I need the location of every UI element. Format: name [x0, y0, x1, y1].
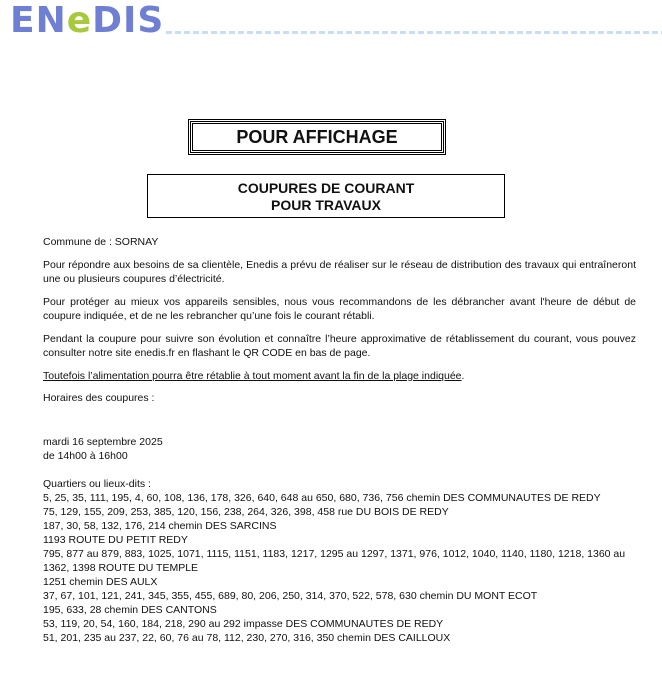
- paragraph-2: Pour protéger au mieux vos appareils sensibles, nous vous recommandons de les débrancher avant l'heure de début de coupure indiquée, et de ne les rebrancher qu’une fois le courant rétabli.: [43, 296, 636, 322]
- commune-line: Commune de : SORNAY: [43, 236, 159, 248]
- paragraph-1: Pour répondre aux besoins de sa clientèle, Enedis a prévu de réaliser sur le réseau de distribution des travaux qui entraîneront une ou plusieurs coupures d’électricité.: [43, 259, 636, 285]
- cut-time: de 14h00 à 16h00: [43, 450, 128, 462]
- list-item: 195, 633, 28 chemin DES CANTONS: [43, 604, 217, 616]
- quartiers-label: Quartiers ou lieux-dits :: [43, 478, 151, 490]
- notice-end: .: [461, 370, 465, 382]
- header-divider: [166, 31, 662, 34]
- list-item: 53, 119, 20, 54, 160, 184, 218, 290 au 292 impasse DES COMMUNAUTES DE REDY: [43, 618, 444, 630]
- list-item: 51, 201, 235 au 237, 22, 60, 76 au 78, 112, 230, 270, 316, 350 chemin DES CAILLOUX: [43, 632, 451, 644]
- enedis-logo: [10, 2, 164, 40]
- quartiers-list: [43, 491, 636, 645]
- title-box: POUR AFFICHAGE: [190, 121, 444, 153]
- list-item: 37, 67, 101, 121, 241, 345, 355, 455, 689, 80, 206, 250, 314, 370, 522, 578, 630 chemin DU MONT ECOT: [43, 590, 538, 602]
- cut-date: mardi 16 septembre 2025: [43, 436, 163, 448]
- list-item: 1251 chemin DES AULX: [43, 576, 158, 588]
- list-item: 75, 129, 155, 209, 253, 385, 120, 156, 238, 264, 326, 398, 458 rue DU BOIS DE REDY: [43, 506, 449, 518]
- logo-part-2: e: [66, 0, 93, 41]
- logo-part-3: DIS: [92, 0, 165, 41]
- list-item: 5, 25, 35, 111, 195, 4, 60, 108, 136, 178, 326, 640, 648 au 650, 680, 736, 756 chemin DES COMMUNAUTES DE REDY: [43, 492, 601, 504]
- horaires-label: Horaires des coupures :: [43, 392, 155, 404]
- subtitle-line-1: COUPURES DE COURANT: [237, 180, 415, 196]
- subtitle-line-2: POUR TRAVAUX: [271, 197, 381, 213]
- notice-text: Toutefois l’alimentation pourra être rétablie à tout moment avant la fin de la plage indiquée: [43, 370, 462, 382]
- notice-line: [43, 369, 636, 383]
- paragraph-3: Pendant la coupure pour suivre son évolution et connaître l’heure approximative de rétablissement du courant, vous pouvez consulter notre site enedis.fr en flashant le QR CODE en bas de page.: [43, 333, 636, 359]
- list-item: 187, 30, 58, 132, 176, 214 chemin DES SARCINS: [43, 520, 277, 532]
- list-item: 795, 877 au 879, 883, 1025, 1071, 1115, 1151, 1183, 1217, 1295 au 1297, 1371, 976, 1012, 1040, 1140, 1180, 1218, 1360 au 1362, 1398 ROUTE DU TEMPLE: [43, 548, 626, 574]
- list-item: 1193 ROUTE DU PETIT REDY: [43, 534, 188, 546]
- document-body: [43, 235, 636, 645]
- logo-part-1: EN: [10, 0, 67, 41]
- subtitle-box: [147, 174, 505, 218]
